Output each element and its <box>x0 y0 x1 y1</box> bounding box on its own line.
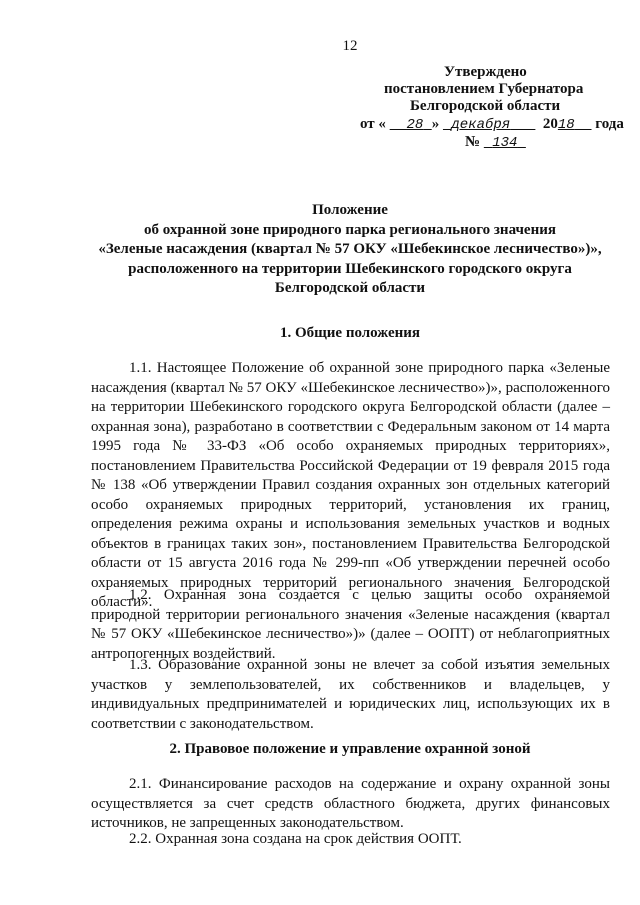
date-year-prefix: 20 <box>542 116 558 132</box>
title-line: об охранной зоне природного парка регионального значения <box>144 221 556 238</box>
approval-region: Белгородской области <box>410 98 561 114</box>
title-line: Белгородской области <box>274 280 426 296</box>
date-prefix: от « <box>360 116 386 132</box>
title-line: «Зеленые насаждения (квартал № 57 ОКУ «Шебекинское лесничество»)», <box>98 241 602 257</box>
paragraph-1-2: 1.2. Охранная зона создается с целью защиты особо охраняемой природной территории регионального значения «Зеленые насаждения (квартал № 57 ОКУ «Шебекинское лесничество»)» (далее – ООПТ) от неблагоприятных антропогенных воздействий. <box>91 587 610 662</box>
approval-decree: постановлением Губернатора <box>384 81 584 97</box>
title-line: Положение <box>312 202 388 218</box>
paragraph-1-3: 1.3. Образование охранной зоны не влечет за собой изъятия земельных участков у землепользователей, их собственников и владельцев, у индивидуальных предпринимателей и юридических лиц, использующих их в соответствии с законодательством. <box>91 657 610 732</box>
date-day: 28 <box>406 117 424 133</box>
paragraph-2-2: 2.2. Охранная зона создана на срок действия ООПТ. <box>129 831 462 847</box>
title-line: расположенного на территории Шебекинского городского округа <box>128 260 572 277</box>
decree-number: 134 <box>492 135 518 151</box>
date-month: декабря <box>451 117 511 133</box>
date-year-word: года <box>595 116 624 132</box>
approval-date <box>360 116 624 133</box>
date-year-suffix: 18 <box>557 117 575 133</box>
approval-number: № 134 <box>465 134 526 151</box>
paragraph-2-1: 2.1. Финансирование расходов на содержание и охрану охранной зоны осуществляется за счет средств областного бюджета, других финансовых источников, не запрещенных законодательством. <box>91 776 610 831</box>
approval-label: Утверждено <box>444 64 527 80</box>
paragraph-1-1: 1.1. Настоящее Положение об охранной зоне природного парка «Зеленые насаждения (квартал № 57 ОКУ «Шебекинское лесничество»)», расположенного на территории Шебекинского городского округа Белгородской области (далее – охранная зона), разработано в соответствии с Федеральным законом от 14 марта 1995 года № 33-ФЗ «Об особо охраняемых природных территориях», постановлением Правительства Российской Федерации от 19 февраля 2015 года № 138 «Об утверждении Правил создания охранных зон отдельных категорий особо охраняемых природных территорий, установления их границ, определения режима охраны и использования земельных участков и водных объектов в границах таких зон», постановлением Правительства Белгородской области от 15 августа 2016 года № 299-пп «Об утверждении перечней особо охраняемых природных территорий регионального значения Белгородской области». <box>91 360 610 610</box>
page-number: 12 <box>342 38 358 54</box>
document-title <box>60 201 640 299</box>
section-1-heading: 1. Общие положения <box>279 325 421 341</box>
section-2-heading: 2. Правовое положение и управление охранной зоной <box>169 741 531 757</box>
date-mid: » <box>431 116 440 132</box>
